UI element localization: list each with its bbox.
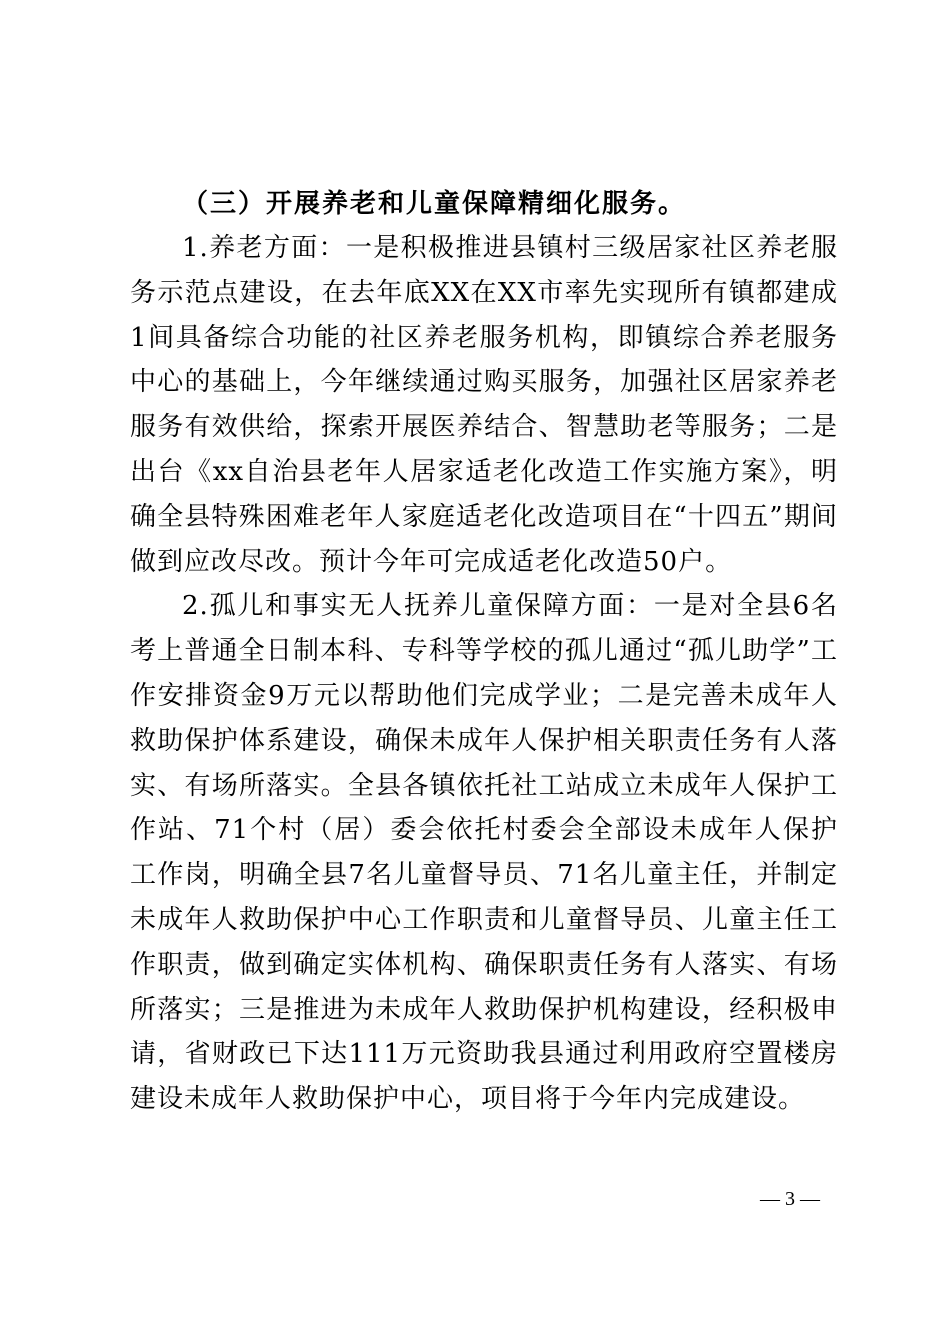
paragraph-child-protection: 2.孤儿和事实无人抚养儿童保障方面：一是对全县6名考上普通全日制本科、专科等学校的孤儿通过“孤儿助学”工作安排资金9万元以帮助他们完成学业；二是完善未成年人救助保护体系建设，确保未成年人保护相关职责任务有人落实、有场所落实。全县各镇依托社工站成立未成年人保护工作站、71个村（居）委会依托村委会全部设未成年人保护工作岗，明确全县7名儿童督导员、71名儿童主任，并制定未成年人救助保护中心工作职责和儿童督导员、儿童主任工作职责，做到确定实体机构、确保职责任务有人落实、有场所落实；三是推进为未成年人救助保护机构建设，经积极申请，省财政已下达111万元资助我县通过利用政府空置楼房建设未成年人救助保护中心，项目将于今年内完成建设。 <box>130 591 838 1115</box>
section-heading: （三）开展养老和儿童保障精细化服务。 <box>182 189 687 219</box>
document-body <box>130 182 838 1122</box>
page-number: — 3 — <box>760 1188 820 1210</box>
paragraph-elderly-care: 1.养老方面：一是积极推进县镇村三级居家社区养老服务示范点建设，在去年底XX在XX市率先实现所有镇都建成1间具备综合功能的社区养老服务机构，即镇综合养老服务中心的基础上，今年继续通过购买服务，加强社区居家养老服务有效供给，探索开展医养结合、智慧助老等服务；二是出台《xx自治县老年人居家适老化改造工作实施方案》，明确全县特殊困难老年人家庭适老化改造项目在“十四五”期间做到应改尽改。预计今年可完成适老化改造50户。 <box>130 233 838 577</box>
